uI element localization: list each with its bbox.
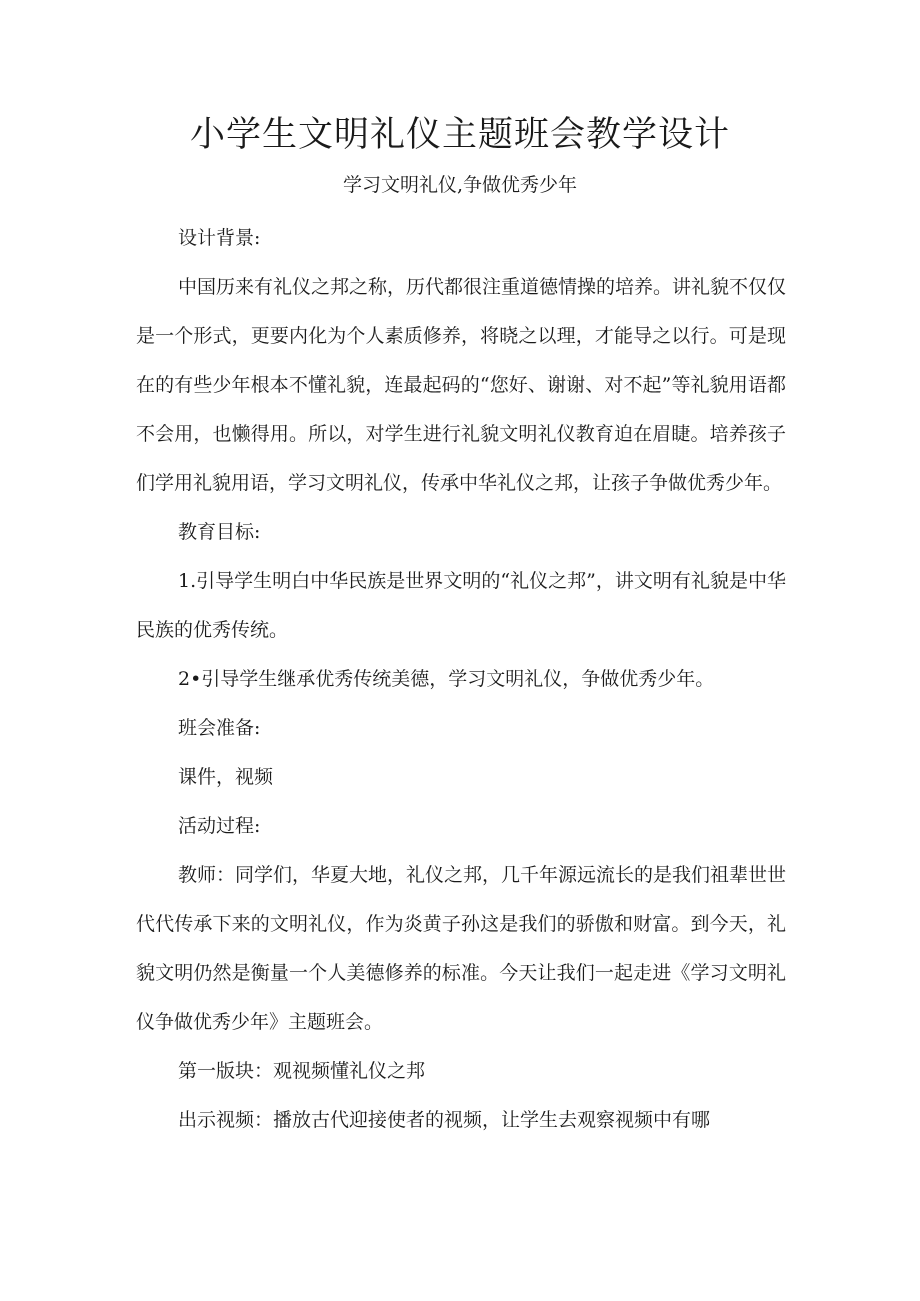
document-subtitle: 学习文明礼仪,争做优秀少年 [342,174,578,196]
section-heading-background: 设计背景: [178,227,261,249]
section-heading-process: 活动过程: [178,815,261,837]
paragraph-background: 中国历来有礼仪之邦之称，历代都很注重道德情操的培养。讲礼貌不仅仅是一个形式，更要内化为个人素质修养，将晓之以理，才能导之以行。可是现在的有些少年根本不懂礼貌，连最起码的“您好、谢谢、对不起”等礼貌用语都不会用，也懒得用。所以，对学生进行礼貌文明礼仪教育迫在眉睫。培养孩子们学用礼貌用语，学习文明礼仪，传承中华礼仪之邦，让孩子争做优秀少年。 [136,276,787,494]
goal-item-2: 2•引导学生继承优秀传统美德，学习文明礼仪，争做优秀少年。 [178,668,715,690]
section-heading-part-one: 第一版块：观视频懂礼仪之邦 [178,1060,426,1082]
document-title: 小学生文明礼仪主题班会教学设计 [189,115,730,155]
section-heading-preparation: 班会准备: [178,717,261,739]
paragraph-show-video: 出示视频：播放古代迎接使者的视频，让学生去观察视频中有哪 [178,1109,711,1131]
paragraph-teacher-intro: 教师：同学们，华夏大地，礼仪之邦，几千年源远流长的是我们祖辈世世代代传承下来的文明礼仪，作为炎黄子孙这是我们的骄傲和财富。到今天，礼貌文明仍然是衡量一个人美德修养的标准。今天让我们一起走进《学习文明礼仪争做优秀少年》主题班会。 [136,864,787,1033]
document-body [136,214,786,1145]
goal-item-1: 1.引导学生明白中华民族是世界文明的“礼仪之邦”，讲文明有礼貌是中华民族的优秀传统。 [136,570,786,641]
paragraph-preparation: 课件，视频 [178,766,274,788]
section-heading-goals: 教育目标: [178,521,261,543]
